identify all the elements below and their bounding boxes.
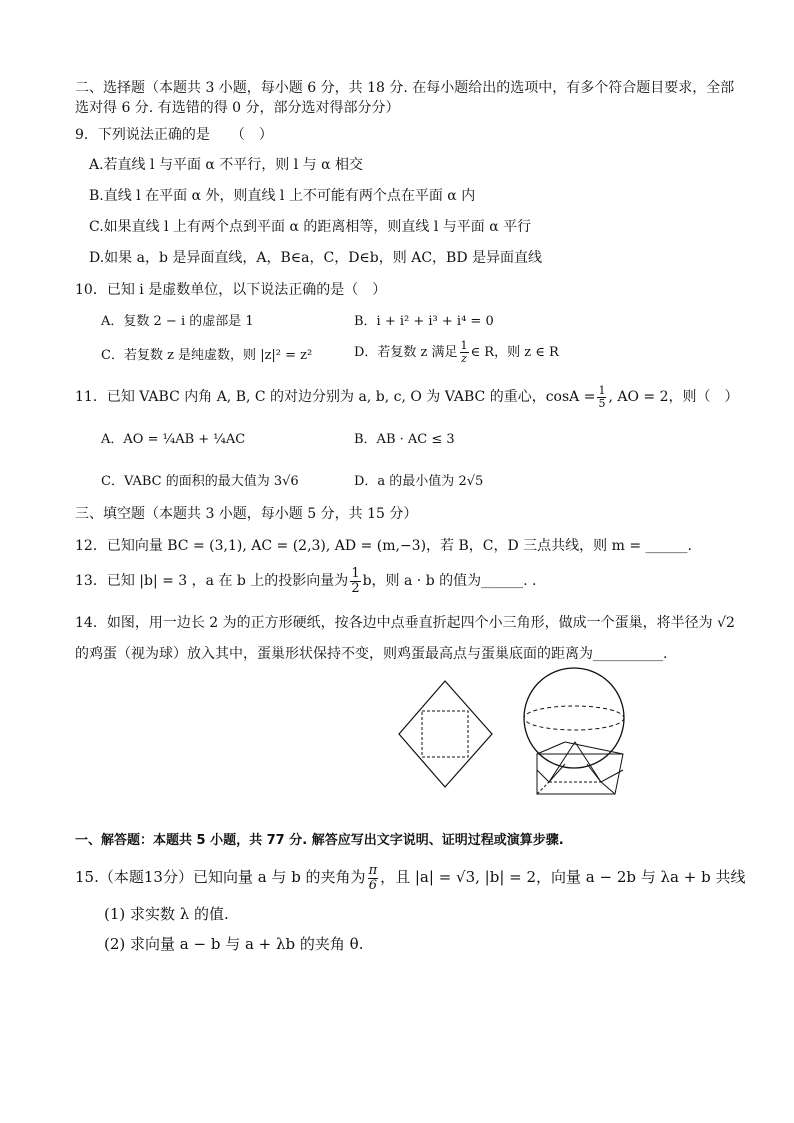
q10-option-b: B．i + i² + i³ + i⁴ = 0 bbox=[354, 314, 494, 329]
egg-in-nest-diagram bbox=[515, 664, 640, 804]
q15-stem bbox=[75, 860, 745, 894]
fraction-1-over-5 bbox=[597, 385, 606, 410]
q10-option-d bbox=[354, 339, 559, 367]
q10-option-a: A．复数 2 − i 的虚部是 1 bbox=[101, 314, 254, 329]
fraction-numerator: 1 bbox=[598, 383, 606, 397]
q10-option-c: C．若复数 z 是纯虚数，则 |z|² = z² bbox=[101, 348, 313, 363]
q11-stem bbox=[75, 383, 739, 411]
fraction-numerator: π bbox=[368, 862, 378, 878]
section2-header-line2: 选对得 6 分. 有选错的得 0 分，部分选对得部分分） bbox=[75, 100, 400, 116]
fraction-1-over-2 bbox=[350, 567, 360, 596]
section4-header: 一、解答题：本题共 5 小题，共 77 分. 解答应写出文字说明、证明过程或演算步骤. bbox=[75, 833, 564, 848]
q9-stem: 9．下列说法正确的是 （ ） bbox=[75, 127, 273, 143]
q11-option-c: C．VABC 的面积的最大值为 3√6 bbox=[101, 474, 299, 489]
section2-header-line1: 二、选择题（本题共 3 小题，每小题 6 分，共 18 分. 在每小题给出的选项中，有多个符合题目要求，全部 bbox=[75, 80, 735, 96]
q11-stem-pre: 11．已知 VABC 内角 A, B, C 的对边分别为 a, b, c, O 为 VABC 的重心，cosA = bbox=[75, 389, 596, 405]
q9-option-a: A.若直线 l 与平面 α 不平行，则 l 与 α 相交 bbox=[89, 157, 364, 173]
q9-option-d: D.如果 a，b 是异面直线，A，B∈a，C，D∈b，则 AC，BD 是异面直线 bbox=[89, 250, 542, 266]
q9-option-c: C.如果直线 l 上有两个点到平面 α 的距离相等，则直线 l 与平面 α 平行 bbox=[89, 219, 532, 235]
q14-line1: 14．如图，用一边长 2 为的正方形硬纸，按各边中点垂直折起四个小三角形，做成一个蛋巢，将半径为 √2 bbox=[75, 615, 735, 631]
q11-stem-post: , AO = 2，则（ ） bbox=[608, 389, 739, 405]
q15-part1: (1) 求实数 λ 的值. bbox=[104, 905, 229, 923]
q10-stem: 10．已知 i 是虚数单位，以下说法正确的是（ ） bbox=[75, 282, 387, 298]
fraction-denominator: 6 bbox=[368, 877, 377, 893]
fraction-denominator: 2 bbox=[351, 580, 360, 596]
q11-option-a: A．AO = ¼AB + ¼AC bbox=[101, 432, 246, 447]
q12-text: 12．已知向量 BC = (3,1), AC = (2,3), AD = (m,−3)，若 B，C，D 三点共线，则 m = ______. bbox=[75, 538, 692, 554]
q13-pre: 13．已知 |b| = 3 ，a 在 b 上的投影向量为 bbox=[75, 573, 349, 589]
fraction-denominator: z bbox=[461, 352, 467, 365]
fraction-denominator: 5 bbox=[598, 396, 606, 410]
fraction-1-over-z bbox=[460, 340, 469, 365]
q14-line2: 的鸡蛋（视为球）放入其中，蛋巢形状保持不变，则鸡蛋最高点与蛋巢底面的距离为__________. bbox=[75, 646, 668, 662]
q13-post: b，则 a · b 的值为______. . bbox=[362, 573, 537, 589]
section3-header: 三、填空题（本题共 3 小题，每小题 5 分，共 15 分） bbox=[75, 506, 418, 522]
folded-paper-diagram bbox=[395, 670, 495, 800]
q11-option-b: B．AB · AC ≤ 3 bbox=[354, 432, 455, 447]
q15-stem-post: ，且 |a| = √3, |b| = 2，向量 a − 2b 与 λa + b 共线 bbox=[380, 868, 746, 886]
q10-option-d-post: ∈ R，则 z ∈ R bbox=[470, 345, 559, 360]
q9-option-b: B.直线 l 在平面 α 外，则直线 l 上不可能有两个点在平面 α 内 bbox=[89, 188, 476, 204]
fraction-numerator: 1 bbox=[351, 565, 360, 581]
fraction-pi-over-6 bbox=[368, 864, 379, 893]
q15-part2: (2) 求向量 a − b 与 a + λb 的夹角 θ. bbox=[104, 935, 364, 953]
q13-text bbox=[75, 565, 536, 597]
q11-option-d: D．a 的最小值为 2√5 bbox=[354, 474, 484, 489]
fraction-numerator: 1 bbox=[460, 339, 468, 352]
q10-option-d-pre: D．若复数 z 满足 bbox=[354, 345, 458, 360]
q15-stem-pre: 15.（本题13分）已知向量 a 与 b 的夹角为 bbox=[75, 868, 366, 886]
